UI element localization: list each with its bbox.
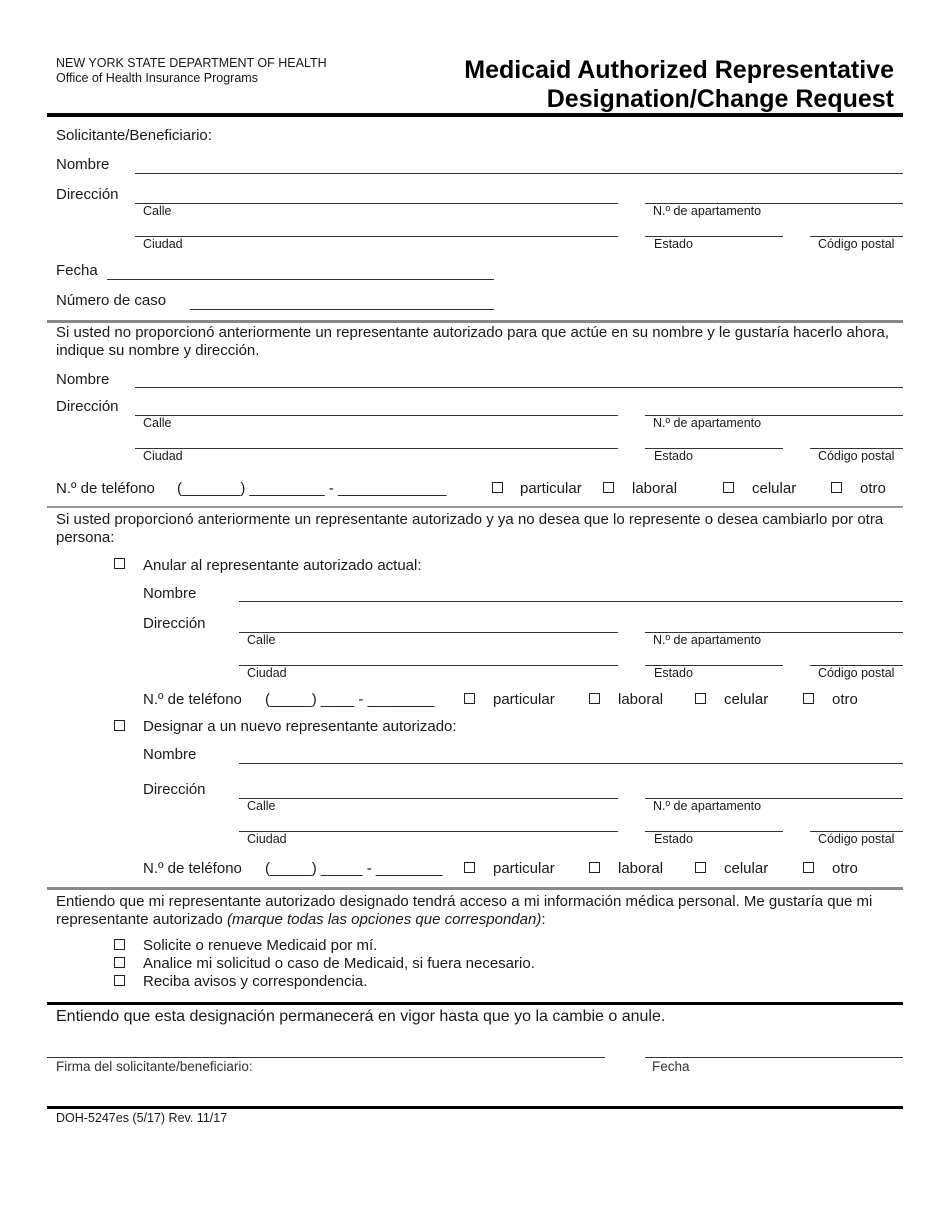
revoke-cell-checkbox[interactable] <box>695 693 706 704</box>
form-title <box>464 56 894 114</box>
section-divider-4 <box>47 1002 903 1005</box>
permission-notices-checkbox[interactable] <box>114 975 125 986</box>
designate-cell-label: celular <box>724 860 769 877</box>
designate-home-label: particular <box>493 860 555 877</box>
applicant-street-caption: Calle <box>143 204 172 218</box>
permission-discuss-label: Analice mi solicitud o caso de Medicaid, si fuera necesario. <box>143 955 535 972</box>
designate-label: Designar a un nuevo representante autorizado: <box>143 718 457 735</box>
designate-address-label: Dirección <box>143 781 206 798</box>
revoke-other-label: otro <box>832 691 858 708</box>
revoke-checkbox[interactable] <box>114 558 125 569</box>
revoke-name-field[interactable] <box>239 601 903 602</box>
new-rep-zip-caption: Código postal <box>818 449 895 463</box>
signature-date-label: Fecha <box>652 1059 690 1074</box>
permission-discuss-checkbox[interactable] <box>114 957 125 968</box>
new-rep-name-label: Nombre <box>56 371 110 388</box>
section-divider-1 <box>47 320 903 323</box>
new-rep-name-field[interactable] <box>135 387 903 388</box>
applicant-date-label: Fecha <box>56 262 98 279</box>
revoke-cell-label: celular <box>724 691 769 708</box>
permission-apply-label: Solicite o renueve Medicaid por mí. <box>143 937 378 954</box>
permissions-intro-end: : <box>541 911 546 928</box>
designate-city-field[interactable] <box>239 831 618 832</box>
form-title-line1: Medicaid Authorized Representative <box>464 56 894 84</box>
new-rep-city-field[interactable] <box>135 448 618 449</box>
designate-apt-caption: N.º de apartamento <box>653 799 762 813</box>
case-number-label: Número de caso <box>56 292 167 309</box>
new-rep-cell-label: celular <box>752 480 797 497</box>
permissions-intro-note: (marque todas las opciones que correspondan) <box>226 911 542 928</box>
designate-zip-caption: Código postal <box>818 832 895 846</box>
applicant-city-field[interactable] <box>135 236 618 237</box>
new-rep-street-caption: Calle <box>143 416 172 430</box>
revoke-phone-field[interactable]: (_____) ____ - ________ <box>265 691 435 708</box>
designate-name-field[interactable] <box>239 763 903 764</box>
designate-phone-label: N.º de teléfono <box>143 860 242 877</box>
revoke-state-caption: Estado <box>654 666 693 680</box>
applicant-apt-caption: N.º de apartamento <box>653 204 762 218</box>
designate-street-caption: Calle <box>247 799 276 813</box>
revoke-label: Anular al representante autorizado actual: <box>143 557 422 574</box>
new-rep-address-label: Dirección <box>56 398 119 415</box>
designate-work-label: laboral <box>618 860 664 877</box>
new-rep-street-field[interactable] <box>135 415 618 416</box>
applicant-state-caption: Estado <box>654 237 693 251</box>
revoke-work-label: laboral <box>618 691 664 708</box>
new-rep-phone-field[interactable]: (_______) _________ - _____________ <box>177 480 447 497</box>
designate-street-field[interactable] <box>239 798 618 799</box>
revoke-other-checkbox[interactable] <box>803 693 814 704</box>
designate-cell-checkbox[interactable] <box>695 862 706 873</box>
new-rep-other-checkbox[interactable] <box>831 482 842 493</box>
new-rep-work-label: laboral <box>632 480 678 497</box>
revoke-home-checkbox[interactable] <box>464 693 475 704</box>
section-divider-2 <box>47 506 903 508</box>
new-rep-work-checkbox[interactable] <box>603 482 614 493</box>
new-rep-home-label: particular <box>520 480 582 497</box>
designation-statement: Entiendo que esta designación permanecerá en vigor hasta que yo la cambie o anule. <box>56 1008 666 1025</box>
permission-apply-checkbox[interactable] <box>114 939 125 950</box>
applicant-section-label: Solicitante/Beneficiario: <box>56 127 212 144</box>
signature-field[interactable] <box>47 1057 605 1058</box>
revoke-phone-label: N.º de teléfono <box>143 691 242 708</box>
section-divider-3 <box>47 887 903 890</box>
new-rep-state-caption: Estado <box>654 449 693 463</box>
applicant-address-label: Dirección <box>56 186 119 203</box>
form-title-line2: Designation/Change Request <box>546 85 894 113</box>
form-id: DOH-5247es (5/17) Rev. 11/17 <box>56 1111 228 1125</box>
office-name: Office of Health Insurance Programs <box>56 71 258 85</box>
new-rep-city-caption: Ciudad <box>143 449 183 463</box>
designate-work-checkbox[interactable] <box>589 862 600 873</box>
applicant-street-field[interactable] <box>135 203 618 204</box>
revoke-work-checkbox[interactable] <box>589 693 600 704</box>
new-rep-apt-caption: N.º de apartamento <box>653 416 762 430</box>
change-intro: Si usted proporcionó anteriormente un representante autorizado y ya no desea que lo represente o desea cambiarlo por otra persona: <box>56 511 884 546</box>
department-name: NEW YORK STATE DEPARTMENT OF HEALTH <box>56 56 327 70</box>
revoke-apt-caption: N.º de apartamento <box>653 633 762 647</box>
new-rep-phone-label: N.º de teléfono <box>56 480 155 497</box>
designate-state-caption: Estado <box>654 832 693 846</box>
designate-city-caption: Ciudad <box>247 832 287 846</box>
applicant-name-field[interactable] <box>135 173 903 174</box>
new-rep-cell-checkbox[interactable] <box>723 482 734 493</box>
header-divider <box>47 113 903 117</box>
applicant-date-field[interactable] <box>107 279 494 280</box>
permission-notices-label: Reciba avisos y correspondencia. <box>143 973 368 990</box>
applicant-city-caption: Ciudad <box>143 237 183 251</box>
footer-divider <box>47 1106 903 1109</box>
revoke-address-label: Dirección <box>143 615 206 632</box>
revoke-street-field[interactable] <box>239 632 618 633</box>
designate-phone-field[interactable]: (_____) _____ - ________ <box>265 860 443 877</box>
revoke-city-field[interactable] <box>239 665 618 666</box>
signature-label: Firma del solicitante/beneficiario: <box>56 1059 253 1074</box>
designate-name-label: Nombre <box>143 746 197 763</box>
revoke-name-label: Nombre <box>143 585 197 602</box>
revoke-home-label: particular <box>493 691 555 708</box>
revoke-street-caption: Calle <box>247 633 276 647</box>
designate-other-checkbox[interactable] <box>803 862 814 873</box>
designate-checkbox[interactable] <box>114 720 125 731</box>
revoke-city-caption: Ciudad <box>247 666 287 680</box>
applicant-name-label: Nombre <box>56 156 110 173</box>
signature-date-field[interactable] <box>645 1057 903 1058</box>
designate-home-checkbox[interactable] <box>464 862 475 873</box>
new-rep-other-label: otro <box>860 480 886 497</box>
new-rep-intro: Si usted no proporcionó anteriormente un representante autorizado para que actúe en su nombre y le gustaría hacerlo ahora, indique su nombre y dirección. <box>56 324 890 359</box>
designate-other-label: otro <box>832 860 858 877</box>
revoke-zip-caption: Código postal <box>818 666 895 680</box>
applicant-zip-caption: Código postal <box>818 237 895 251</box>
permissions-intro-text: Entiendo que mi representante autorizado designado tendrá acceso a mi información médica personal. Me gustaría que mi representante autorizado <box>56 893 873 928</box>
permissions-intro <box>56 893 896 929</box>
case-number-field[interactable] <box>190 309 494 310</box>
new-rep-home-checkbox[interactable] <box>492 482 503 493</box>
